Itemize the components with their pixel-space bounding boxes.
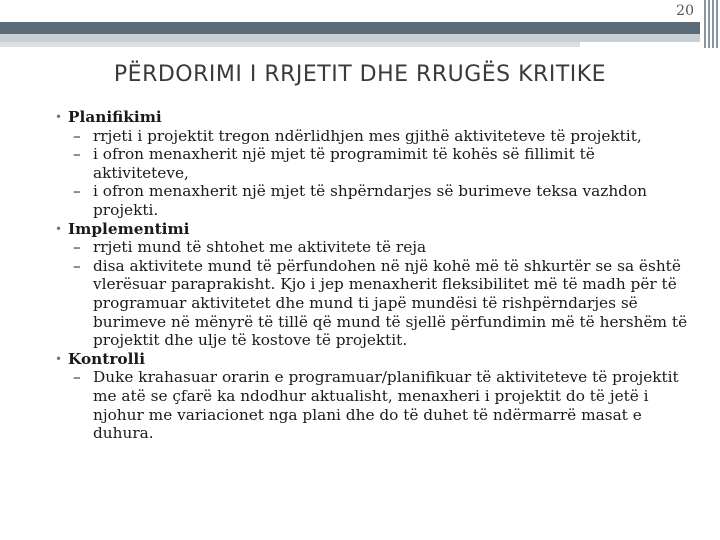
bullet-kontrolli: • Kontrolli bbox=[48, 350, 688, 369]
decorative-stripes bbox=[704, 0, 720, 48]
sub-item: – rrjeti mund të shtohet me aktivitete të reja bbox=[48, 238, 688, 257]
header-band bbox=[0, 22, 700, 34]
sub-item: – rrjeti i projektit tregon ndërlidhjen mes gjithë aktiviteteve të projektit, bbox=[48, 127, 688, 146]
sub-item: – i ofron menaxherit një mjet të shpërndarjes së burimeve teksa vazhdon projekti. bbox=[48, 182, 688, 219]
header-band-light bbox=[0, 34, 700, 42]
sub-item: – Duke krahasuar orarin e programuar/planifikuar të aktiviteteve të projektit me atë se çfarë ka ndodhur aktualisht, menaxheri i projektit do të jetë i njohur me variacionet nga plani dhe do të duhet të ndërmarrë masat e duhura. bbox=[48, 368, 688, 442]
sub-item: – disa aktivitete mund të përfundohen në një kohë më të shkurtër se sa është vlerësuar paraprakisht. Kjo i jep menaxherit fleksibilitet më të madh për të programuar aktivitetet dhe mund ti japë mundësi të rishpërndarjes së burimeve në mënyrë të tillë që mund të sjellë përfundimin më të hershëm të projektit dhe ulje të kostove të projektit. bbox=[48, 257, 688, 350]
page-number: 20 bbox=[676, 3, 694, 19]
bullet-planifikimi: • Planifikimi bbox=[48, 108, 688, 127]
header-band-accent bbox=[0, 42, 580, 47]
bullet-implementimi: • Implementimi bbox=[48, 220, 688, 239]
sub-item: – i ofron menaxherit një mjet të programimit të kohës së fillimit të aktiviteteve, bbox=[48, 145, 688, 182]
slide-content bbox=[48, 108, 688, 443]
slide-title: PËRDORIMI I RRJETIT DHE RRUGËS KRITIKE bbox=[113, 62, 607, 87]
